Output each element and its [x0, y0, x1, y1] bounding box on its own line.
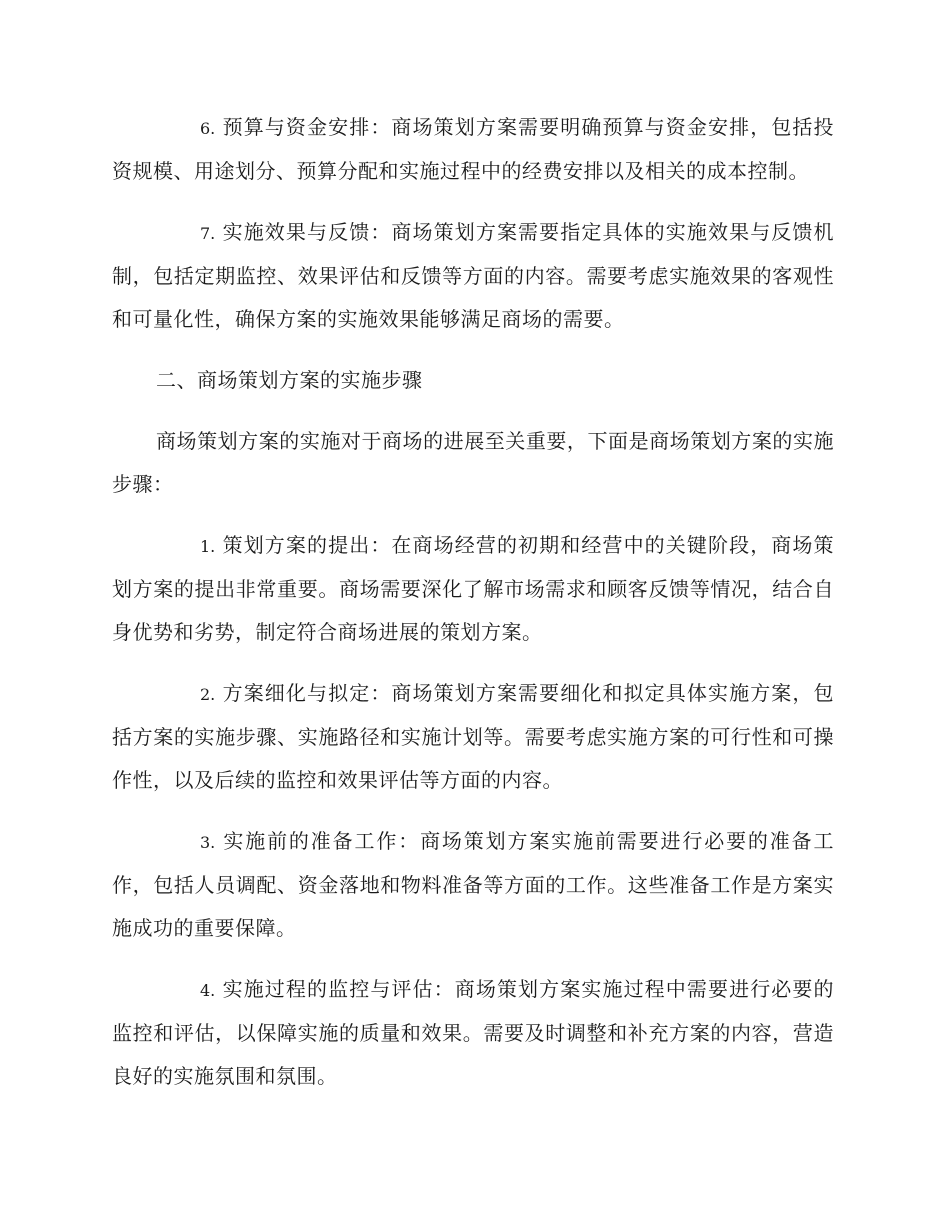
- section-heading: [112, 359, 834, 402]
- numbered-item-1: [112, 524, 834, 654]
- item-number: 4.: [200, 981, 216, 1000]
- document-page: [112, 106, 834, 1116]
- numbered-item-4: [112, 968, 834, 1098]
- item-number: 7.: [200, 224, 216, 243]
- item-number: 3.: [200, 833, 216, 852]
- numbered-item-2: [112, 672, 834, 802]
- paragraph-text: 商场策划方案的实施对于商场的进展至关重要，下面是商场策划方案的实施步骤：: [112, 429, 834, 496]
- item-text: 实施效果与反馈：商场策划方案需要指定具体的实施效果与反馈机制，包括定期监控、效果评估和反馈等方面的内容。需要考虑实施效果的客观性和可量化性，确保方案的实施效果能够满足商场的需要。: [112, 220, 834, 331]
- item-text: 实施过程的监控与评估：商场策划方案实施过程中需要进行必要的监控和评估，以保障实施的质量和效果。需要及时调整和补充方案的内容，营造良好的实施氛围和氛围。: [112, 977, 834, 1088]
- numbered-item-7: [112, 211, 834, 341]
- intro-paragraph: [112, 420, 834, 506]
- numbered-item-3: [112, 820, 834, 950]
- item-number: 1.: [200, 537, 216, 556]
- item-text: 方案细化与拟定：商场策划方案需要细化和拟定具体实施方案，包括方案的实施步骤、实施路径和实施计划等。需要考虑实施方案的可行性和可操作性，以及后续的监控和效果评估等方面的内容。: [112, 681, 834, 792]
- item-number: 2.: [200, 685, 216, 704]
- section-heading-text: 二、商场策划方案的实施步骤: [156, 368, 423, 392]
- item-text: 实施前的准备工作：商场策划方案实施前需要进行必要的准备工作，包括人员调配、资金落地和物料准备等方面的工作。这些准备工作是方案实施成功的重要保障。: [112, 829, 834, 940]
- item-number: 6.: [200, 119, 216, 138]
- numbered-item-6: [112, 106, 834, 193]
- item-text: 预算与资金安排：商场策划方案需要明确预算与资金安排，包括投资规模、用途划分、预算分配和实施过程中的经费安排以及相关的成本控制。: [112, 115, 834, 183]
- item-text: 策划方案的提出：在商场经营的初期和经营中的关键阶段，商场策划方案的提出非常重要。商场需要深化了解市场需求和顾客反馈等情况，结合自身优势和劣势，制定符合商场进展的策划方案。: [112, 533, 834, 644]
